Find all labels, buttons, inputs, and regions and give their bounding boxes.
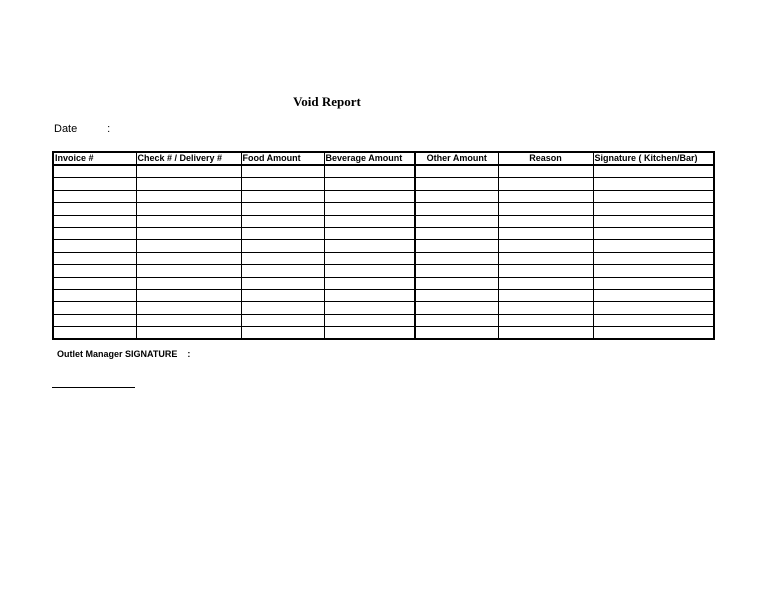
table-cell[interactable] — [593, 314, 714, 326]
table-cell[interactable] — [241, 265, 324, 277]
table-cell[interactable] — [136, 203, 241, 215]
table-cell[interactable] — [415, 203, 498, 215]
table-cell[interactable] — [324, 314, 415, 326]
table-cell[interactable] — [241, 178, 324, 190]
table-row — [53, 165, 714, 178]
date-label: Date — [54, 123, 78, 135]
date-row — [54, 123, 110, 135]
table-cell[interactable] — [593, 277, 714, 289]
table-cell[interactable] — [498, 227, 593, 239]
table-row — [53, 289, 714, 301]
table-cell[interactable] — [498, 165, 593, 178]
table-cell[interactable] — [53, 289, 136, 301]
table-cell[interactable] — [53, 178, 136, 190]
table-cell[interactable] — [324, 277, 415, 289]
table-header-row — [53, 152, 714, 165]
table-cell[interactable] — [136, 165, 241, 178]
table-cell[interactable] — [415, 314, 498, 326]
table-cell[interactable] — [241, 215, 324, 227]
table-cell[interactable] — [498, 190, 593, 202]
column-header-check-delivery: Check # / Delivery # — [136, 152, 241, 165]
table-cell[interactable] — [498, 302, 593, 314]
table-cell[interactable] — [593, 203, 714, 215]
table-cell[interactable] — [241, 240, 324, 252]
table-cell[interactable] — [415, 227, 498, 239]
table-cell[interactable] — [498, 215, 593, 227]
manager-signature-colon: : — [187, 349, 191, 359]
table-row — [53, 265, 714, 277]
table-cell[interactable] — [415, 190, 498, 202]
table-cell[interactable] — [498, 203, 593, 215]
table-cell[interactable] — [498, 265, 593, 277]
table-cell[interactable] — [593, 265, 714, 277]
table-cell[interactable] — [593, 252, 714, 264]
table-cell[interactable] — [593, 227, 714, 239]
table-cell[interactable] — [324, 252, 415, 264]
table-cell[interactable] — [593, 327, 714, 340]
table-cell[interactable] — [241, 252, 324, 264]
table-row — [53, 178, 714, 190]
table-row — [53, 277, 714, 289]
table-cell[interactable] — [415, 178, 498, 190]
manager-signature-row — [57, 349, 190, 359]
table-cell[interactable] — [593, 215, 714, 227]
table-row — [53, 302, 714, 314]
report-title-text: Void Report — [293, 94, 361, 109]
table-cell[interactable] — [241, 277, 324, 289]
table-cell[interactable] — [53, 302, 136, 314]
table-cell[interactable] — [241, 327, 324, 340]
table-cell[interactable] — [53, 327, 136, 340]
table-cell[interactable] — [136, 227, 241, 239]
table-cell[interactable] — [136, 277, 241, 289]
manager-signature-label: Outlet Manager SIGNATURE — [57, 349, 178, 359]
table-cell[interactable] — [241, 190, 324, 202]
table-cell[interactable] — [136, 215, 241, 227]
table-cell[interactable] — [415, 289, 498, 301]
table-cell[interactable] — [593, 302, 714, 314]
column-header-food-amount: Food Amount — [241, 152, 324, 165]
table-cell[interactable] — [136, 289, 241, 301]
table-cell[interactable] — [53, 265, 136, 277]
table-cell[interactable] — [324, 327, 415, 340]
table-cell[interactable] — [241, 302, 324, 314]
table-cell[interactable] — [241, 289, 324, 301]
table-cell[interactable] — [324, 265, 415, 277]
table-cell[interactable] — [53, 252, 136, 264]
signature-line — [52, 387, 135, 388]
report-title — [0, 94, 654, 110]
table-cell[interactable] — [498, 314, 593, 326]
table-row — [53, 190, 714, 202]
table-cell[interactable] — [324, 227, 415, 239]
table-row — [53, 327, 714, 340]
table-cell[interactable] — [415, 252, 498, 264]
table-cell[interactable] — [415, 277, 498, 289]
column-header-reason: Reason — [498, 152, 593, 165]
table-cell[interactable] — [324, 240, 415, 252]
table-cell[interactable] — [241, 314, 324, 326]
table-cell[interactable] — [324, 178, 415, 190]
table-cell[interactable] — [136, 327, 241, 340]
table-cell[interactable] — [136, 190, 241, 202]
column-header-other-amount: Other Amount — [415, 152, 498, 165]
table-cell[interactable] — [136, 314, 241, 326]
table-row — [53, 314, 714, 326]
table-cell[interactable] — [241, 203, 324, 215]
column-header-invoice: Invoice # — [53, 152, 136, 165]
table-cell[interactable] — [136, 265, 241, 277]
table-body — [53, 165, 714, 339]
void-table — [52, 151, 715, 340]
table-cell[interactable] — [415, 327, 498, 340]
table-row — [53, 203, 714, 215]
table-cell[interactable] — [324, 203, 415, 215]
table-cell[interactable] — [324, 190, 415, 202]
table-cell[interactable] — [593, 178, 714, 190]
table-cell[interactable] — [53, 203, 136, 215]
table-cell[interactable] — [53, 190, 136, 202]
table-cell[interactable] — [593, 289, 714, 301]
table-cell[interactable] — [324, 302, 415, 314]
table-cell[interactable] — [136, 302, 241, 314]
table-cell[interactable] — [498, 277, 593, 289]
table-row — [53, 240, 714, 252]
date-colon: : — [107, 123, 111, 135]
table-cell[interactable] — [498, 252, 593, 264]
table-cell[interactable] — [415, 215, 498, 227]
column-header-signature: Signature ( Kitchen/Bar) — [593, 152, 714, 165]
table-cell[interactable] — [415, 165, 498, 178]
table-cell[interactable] — [53, 227, 136, 239]
table-row — [53, 227, 714, 239]
table-cell[interactable] — [415, 240, 498, 252]
table-cell[interactable] — [53, 240, 136, 252]
table-cell[interactable] — [498, 327, 593, 340]
table-cell[interactable] — [593, 240, 714, 252]
table-cell[interactable] — [53, 277, 136, 289]
table-cell[interactable] — [53, 215, 136, 227]
table-row — [53, 215, 714, 227]
table-cell[interactable] — [136, 252, 241, 264]
table-cell[interactable] — [241, 165, 324, 178]
table-row — [53, 252, 714, 264]
table-cell[interactable] — [53, 314, 136, 326]
table-cell[interactable] — [593, 165, 714, 178]
table-cell[interactable] — [324, 165, 415, 178]
table-cell[interactable] — [324, 215, 415, 227]
column-header-beverage-amount: Beverage Amount — [324, 152, 415, 165]
table-cell[interactable] — [593, 190, 714, 202]
table-cell[interactable] — [415, 265, 498, 277]
table-cell[interactable] — [241, 227, 324, 239]
table-cell[interactable] — [136, 178, 241, 190]
table-cell[interactable] — [498, 240, 593, 252]
table-cell[interactable] — [498, 178, 593, 190]
table-cell[interactable] — [415, 302, 498, 314]
table-cell[interactable] — [53, 165, 136, 178]
table-cell[interactable] — [136, 240, 241, 252]
table-cell[interactable] — [498, 289, 593, 301]
table-cell[interactable] — [324, 289, 415, 301]
